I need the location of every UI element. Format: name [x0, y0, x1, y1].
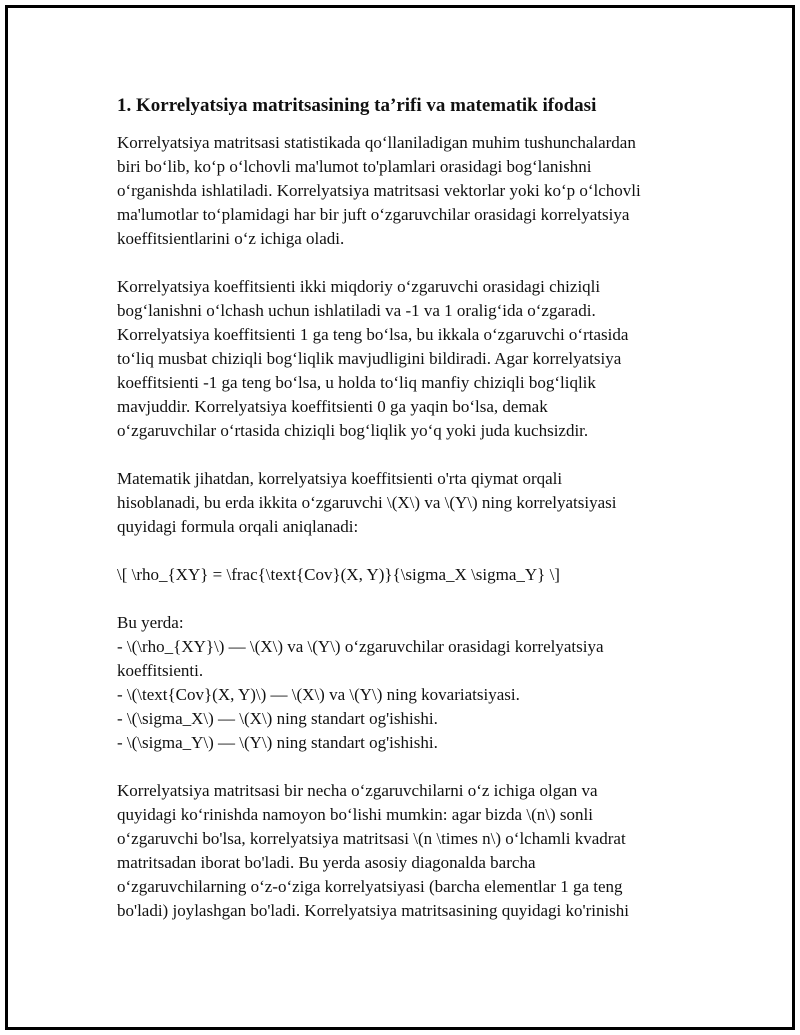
text-line: quyidagi ko‘rinishda namoyon bo‘lishi mumkin: agar bizda \(n\) sonli	[117, 805, 593, 824]
definition-item: - \(\sigma_X\) — \(X\) ning standart og'ishishi.	[117, 709, 438, 728]
text-line: hisoblanadi, bu erda ikkita o‘zgaruvchi \(X\) va \(Y\) ning korrelyatsiyasi	[117, 493, 617, 512]
definitions-heading: Bu yerda:	[117, 613, 184, 632]
text-line: koeffitsientlarini o‘z ichiga oladi.	[117, 229, 345, 248]
paragraph-3	[117, 467, 697, 539]
text-line: to‘liq musbat chiziqli bog‘liqlik mavjudligini bildiradi. Agar korrelyatsiya	[117, 349, 622, 368]
text-line: quyidagi formula orqali aniqlanadi:	[117, 517, 359, 536]
text-line: bog‘lanishni o‘lchash uchun ishlatiladi va -1 va 1 oralig‘ida o‘zgaradi.	[117, 301, 596, 320]
paragraph-1	[117, 131, 697, 251]
paragraph-4	[117, 779, 697, 923]
section-title: 1. Korrelyatsiya matritsasining ta’rifi va matematik ifodasi	[117, 95, 597, 116]
definition-item: - \(\sigma_Y\) — \(Y\) ning standart og'ishishi.	[117, 733, 438, 752]
definition-item: - \(\text{Cov}(X, Y)\) — \(X\) va \(Y\) ning kovariatsiyasi.	[117, 685, 520, 704]
definition-item-continued: koeffitsienti.	[117, 661, 204, 680]
definition-item: - \(\rho_{XY}\) — \(X\) va \(Y\) o‘zgaruvchilar orasidagi korrelyatsiya	[117, 637, 604, 656]
text-line: Korrelyatsiya koeffitsienti 1 ga teng bo‘lsa, bu ikkala o‘zgaruvchi o‘rtasida	[117, 325, 629, 344]
text-line: mavjuddir. Korrelyatsiya koeffitsienti 0 ga yaqin bo‘lsa, demak	[117, 397, 548, 416]
text-line: o‘zgaruvchilarning o‘z-o‘ziga korrelyatsiyasi (barcha elementlar 1 ga teng	[117, 877, 623, 896]
text-line: bo'ladi) joylashgan bo'ladi. Korrelyatsiya matritsasining quyidagi ko'rinishi	[117, 901, 630, 920]
text-line: Korrelyatsiya matritsasi statistikada qo‘llaniladigan muhim tushunchalardan	[117, 133, 636, 152]
definitions-list	[117, 611, 697, 755]
text-line: koeffitsienti -1 ga teng bo‘lsa, u holda to‘liq manfiy chiziqli bog‘liqlik	[117, 373, 596, 392]
paragraph-2	[117, 275, 697, 443]
text-line: o‘zgaruvchilar o‘rtasida chiziqli bog‘liqlik yo‘q yoki juda kuchsizdir.	[117, 421, 589, 440]
correlation-formula: \[ \rho_{XY} = \frac{\text{Cov}(X, Y)}{\sigma_X \sigma_Y} \]	[117, 565, 560, 584]
text-line: ma'lumotlar to‘plamidagi har bir juft o‘zgaruvchilar orasidagi korrelyatsiya	[117, 205, 630, 224]
text-line: Korrelyatsiya koeffitsienti ikki miqdoriy o‘zgaruvchi orasidagi chiziqli	[117, 277, 601, 296]
document-body	[117, 94, 697, 947]
text-line: Matematik jihatdan, korrelyatsiya koeffitsienti o'rta qiymat orqali	[117, 469, 563, 488]
text-line: matritsadan iborat bo'ladi. Bu yerda asosiy diagonalda barcha	[117, 853, 536, 872]
text-line: o‘zgaruvchi bo'lsa, korrelyatsiya matritsasi \(n \times n\) o‘lchamli kvadrat	[117, 829, 626, 848]
text-line: Korrelyatsiya matritsasi bir necha o‘zgaruvchilarni o‘z ichiga olgan va	[117, 781, 598, 800]
text-line: o‘rganishda ishlatiladi. Korrelyatsiya matritsasi vektorlar yoki ko‘p o‘lchovli	[117, 181, 641, 200]
text-line: biri bo‘lib, ko‘p o‘lchovli ma'lumot to'plamlari orasidagi bog‘lanishni	[117, 157, 592, 176]
